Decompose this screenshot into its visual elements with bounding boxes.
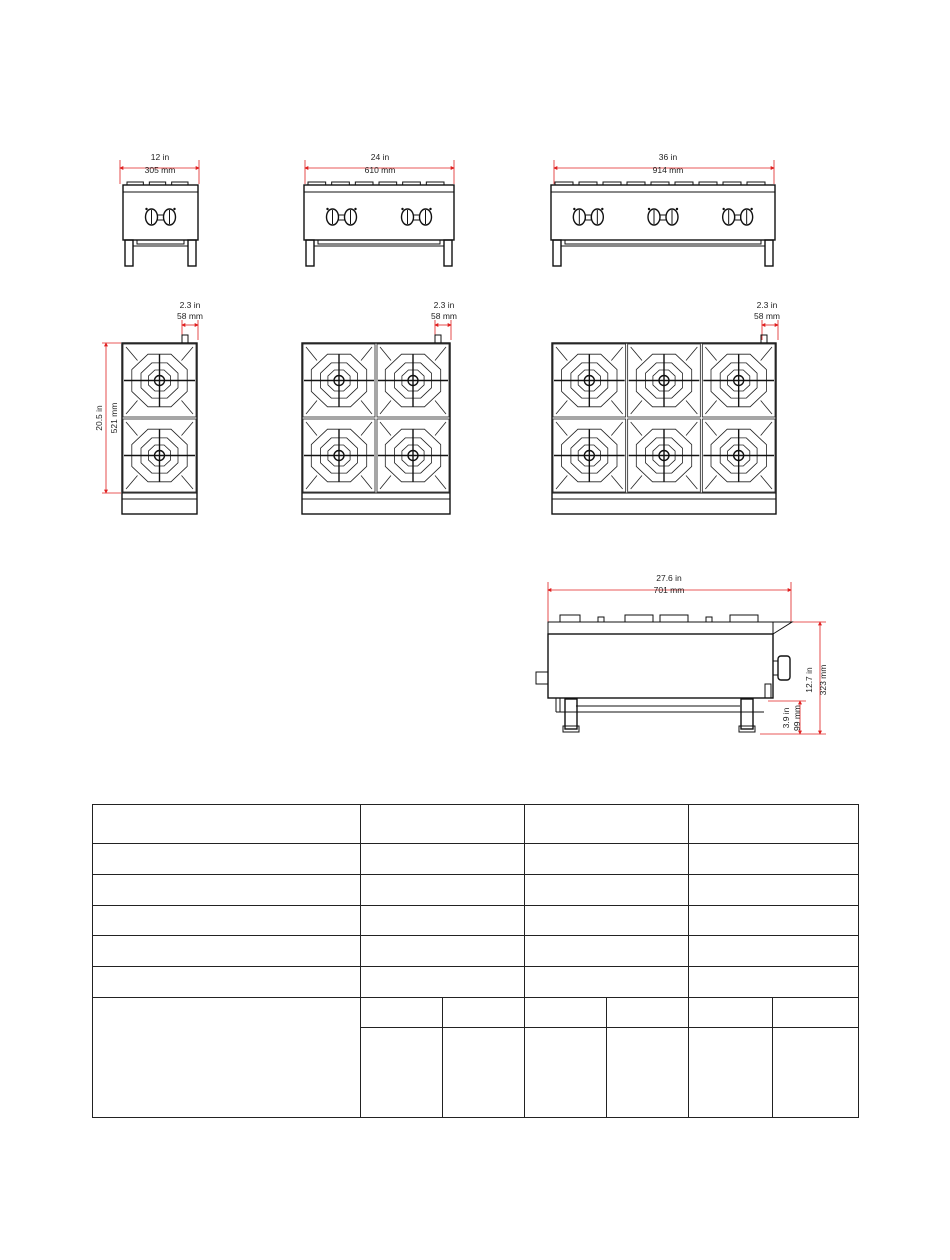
table-cell — [93, 805, 361, 844]
burner-grate — [628, 419, 701, 492]
table-row — [93, 936, 859, 967]
table-cell — [525, 805, 689, 844]
front-width-in-label: 12 in — [150, 152, 170, 162]
front-width-mm-label: 914 mm — [652, 165, 684, 175]
front-view-36in — [551, 152, 775, 266]
side-depth-mm-label: 701 mm — [653, 585, 685, 595]
table-cell — [689, 997, 773, 1028]
front-view-body — [123, 182, 198, 266]
top-view-36in — [552, 300, 780, 514]
table-cell — [93, 997, 361, 1117]
table-cell — [361, 1028, 443, 1118]
burner-grate — [377, 419, 449, 492]
table-cell — [361, 997, 443, 1028]
side-depth-in-label: 27.6 in — [656, 573, 682, 583]
side-height-in-label: 12.7 in — [804, 667, 814, 693]
front-view-24in — [304, 152, 454, 266]
table-cell — [607, 1028, 689, 1118]
depth-mm-label: 521 mm — [109, 402, 119, 434]
table-cell — [689, 844, 859, 875]
leg — [741, 699, 753, 729]
burner-grate — [303, 419, 375, 492]
leg-height-in-label: 3.9 in — [781, 707, 791, 729]
front-panel — [123, 185, 198, 240]
table-cell — [361, 936, 525, 967]
gas-inlet-in-label: 2.3 in — [756, 300, 778, 310]
table-cell — [689, 966, 859, 997]
burner-grate — [123, 344, 196, 417]
front-panel — [304, 185, 454, 240]
table-cell — [689, 936, 859, 967]
front-width-mm-label: 305 mm — [144, 165, 176, 175]
table-cell — [607, 997, 689, 1028]
side-height-mm-label: 323 mm — [818, 664, 828, 696]
table-cell — [93, 936, 361, 967]
table-cell — [773, 997, 859, 1028]
burner-grate — [123, 419, 196, 492]
table-cell — [443, 997, 525, 1028]
front-view-body — [304, 182, 454, 266]
table-row — [93, 805, 859, 844]
gas-inlet-mm-label: 58 mm — [431, 311, 457, 321]
gas-inlet-in-label: 2.3 in — [433, 300, 455, 310]
table-cell — [525, 844, 689, 875]
leg-height-mm-label: 99 mm — [792, 705, 802, 731]
table-row — [93, 875, 859, 906]
top-view-24in — [302, 300, 457, 514]
table-cell — [689, 1028, 773, 1118]
table-cell — [361, 966, 525, 997]
top-view-body — [122, 335, 197, 514]
burner-grate — [553, 419, 626, 492]
top-view-body — [302, 335, 450, 514]
table-cell — [361, 805, 525, 844]
table-cell — [361, 875, 525, 906]
side-view — [536, 573, 828, 734]
specification-table — [92, 804, 859, 1118]
gas-inlet-pipe — [536, 672, 548, 684]
table-row — [93, 997, 859, 1028]
leg — [765, 240, 773, 266]
gas-inlet-in-label: 2.3 in — [179, 300, 201, 310]
table-row — [93, 966, 859, 997]
table-cell — [689, 875, 859, 906]
burner-grate — [303, 344, 375, 417]
burner-grate — [702, 419, 775, 492]
table-cell — [525, 936, 689, 967]
table-cell — [93, 966, 361, 997]
table-cell — [525, 966, 689, 997]
front-view-body — [551, 182, 775, 266]
side-body — [548, 634, 773, 698]
top-view-body — [552, 335, 776, 514]
leg — [125, 240, 133, 266]
burner-grate — [553, 344, 626, 417]
depth-in-label: 20.5 in — [94, 405, 104, 431]
front-width-mm-label: 610 mm — [364, 165, 396, 175]
table-row — [93, 905, 859, 936]
leg — [444, 240, 452, 266]
burner-grate — [628, 344, 701, 417]
front-width-in-label: 24 in — [370, 152, 390, 162]
front-width-in-label: 36 in — [658, 152, 678, 162]
leg — [306, 240, 314, 266]
table-cell — [443, 1028, 525, 1118]
table-cell — [525, 875, 689, 906]
gas-inlet-mm-label: 58 mm — [177, 311, 203, 321]
burner-grate — [377, 344, 449, 417]
burner-grate — [702, 344, 775, 417]
top-view-12in — [94, 300, 203, 514]
table-cell — [361, 844, 525, 875]
table-cell — [525, 1028, 607, 1118]
leg — [553, 240, 561, 266]
control-knob — [778, 656, 790, 680]
table-cell — [525, 997, 607, 1028]
cooktop-outline — [302, 343, 450, 514]
table-cell — [689, 805, 859, 844]
table-cell — [93, 844, 361, 875]
leg — [188, 240, 196, 266]
table-cell — [689, 905, 859, 936]
gas-inlet-mm-label: 58 mm — [754, 311, 780, 321]
table-cell — [361, 905, 525, 936]
table-row — [93, 844, 859, 875]
table-cell — [773, 1028, 859, 1118]
leg — [565, 699, 577, 729]
table-cell — [93, 875, 361, 906]
table-cell — [93, 905, 361, 936]
table-cell — [525, 905, 689, 936]
front-view-12in — [120, 152, 199, 266]
